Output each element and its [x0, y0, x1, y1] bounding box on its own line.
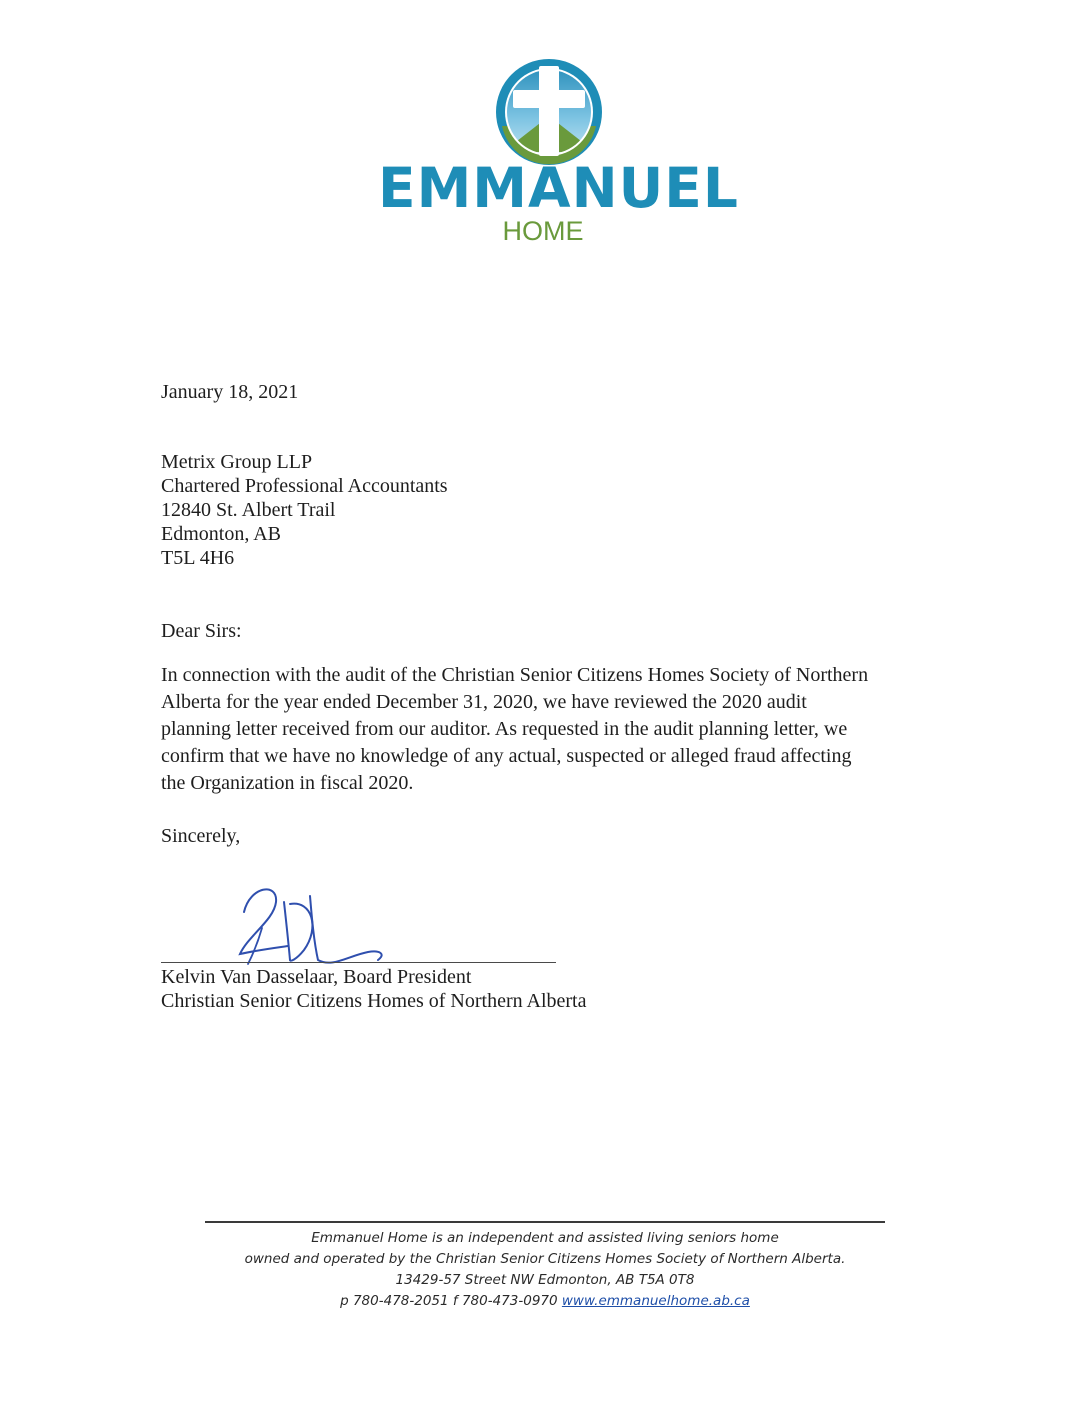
recipient-line: Metrix Group LLP	[161, 451, 313, 473]
body-line: Alberta for the year ended December 31, 2020, we have reviewed the 2020 audit	[161, 691, 807, 713]
footer	[190, 1228, 900, 1312]
footer-phone: p 780-478-2051	[340, 1293, 449, 1309]
footer-fax: f 780-473-0970	[452, 1293, 558, 1309]
body-line: planning letter received from our auditor. As requested in the audit planning letter, we	[161, 718, 848, 740]
signer-organization: Christian Senior Citizens Homes of Northern Alberta	[161, 990, 587, 1012]
body-paragraph	[161, 662, 931, 797]
recipient-line: Edmonton, AB	[161, 523, 282, 545]
body-line: the Organization in fiscal 2020.	[161, 772, 414, 794]
letter-date: January 18, 2021	[161, 381, 299, 403]
recipient-line: T5L 4H6	[161, 547, 235, 569]
salutation: Dear Sirs:	[161, 620, 242, 642]
logo-wordmark: EMMANUEL	[378, 156, 739, 220]
recipient-line: Chartered Professional Accountants	[161, 475, 448, 497]
footer-line: Emmanuel Home is an independent and assisted living seniors home	[311, 1230, 779, 1246]
signature-line	[161, 962, 556, 963]
emmanuel-home-logo	[378, 52, 739, 252]
closing: Sincerely,	[161, 825, 241, 847]
signer-block	[161, 965, 586, 1013]
signer-name-title: Kelvin Van Dasselaar, Board President	[161, 966, 472, 988]
footer-address: 13429-57 Street NW Edmonton, AB T5A 0T8	[395, 1272, 695, 1288]
footer-divider	[205, 1221, 885, 1223]
body-line: confirm that we have no knowledge of any actual, suspected or alleged fraud affecting	[161, 745, 852, 767]
handwritten-signature	[228, 880, 403, 975]
footer-line: owned and operated by the Christian Senior Citizens Homes Society of Northern Alberta.	[244, 1251, 846, 1267]
recipient-line: 12840 St. Albert Trail	[161, 499, 336, 521]
cross-emblem-icon	[493, 56, 605, 168]
body-line: In connection with the audit of the Christian Senior Citizens Homes Society of Northern	[161, 664, 869, 686]
recipient-address	[161, 450, 448, 570]
footer-contact	[190, 1291, 900, 1312]
logo-subtitle: HOME	[502, 216, 584, 246]
website-link[interactable]: www.emmanuelhome.ab.ca	[561, 1293, 750, 1309]
